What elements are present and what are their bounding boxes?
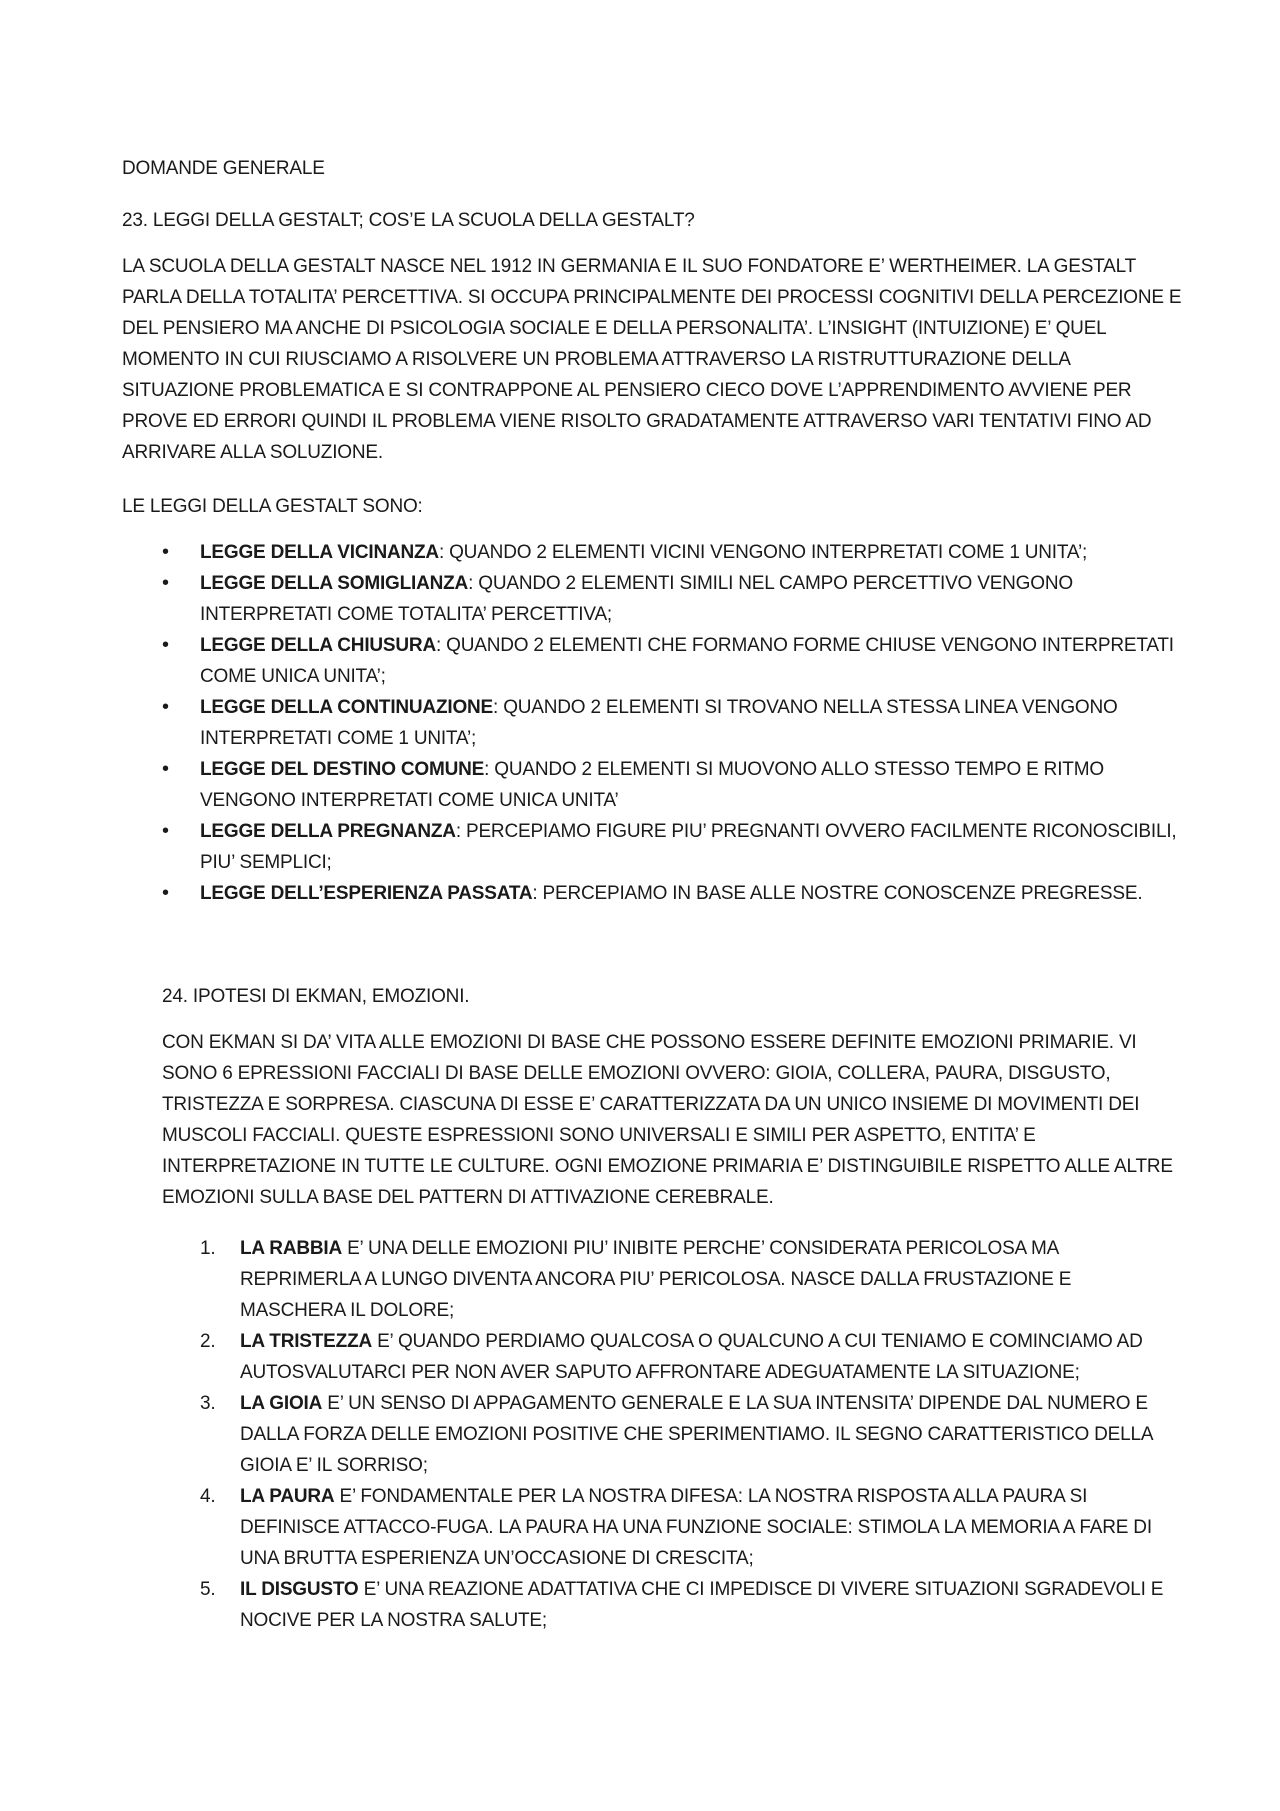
law-text: : PERCEPIAMO FIGURE PIU’ PREGNANTI OVVERO FACILMENTE RICONOSCIBILI, PIU’ SEMPLICI; (200, 821, 1177, 873)
emotion-term: LA PAURA (240, 1486, 335, 1507)
list-item (200, 1388, 1180, 1481)
bullet-icon: • (162, 882, 169, 904)
list-number: 1. (200, 1238, 216, 1259)
list-item (160, 537, 1180, 568)
law-text: : PERCEPIAMO IN BASE ALLE NOSTRE CONOSCENZE PREGRESSE. (532, 883, 1143, 904)
law-term: LEGGE DELLA CHIUSURA (200, 635, 436, 656)
bullet-icon: • (162, 696, 169, 718)
bullet-icon: • (162, 572, 169, 594)
list-item (160, 692, 1180, 754)
gestalt-laws-intro: LE LEGGI DELLA GESTALT SONO: (122, 496, 423, 517)
emotion-term: IL DISGUSTO (240, 1579, 359, 1600)
list-item (160, 568, 1180, 630)
question-23-body: LA SCUOLA DELLA GESTALT NASCE NEL 1912 IN GERMANIA E IL SUO FONDATORE E’ WERTHEIMER. LA GESTALT PARLA DELLA TOTALITA’ PERCETTIVA. SI OCCUPA PRINCIPALMENTE DEI PROCESSI COGNITIVI DELLA PERCEZIONE E DEL PENSIERO MA ANCHE DI PSICOLOGIA SOCIALE E DELLA PERSONALITA’. L’INSIGHT (INTUIZIONE) E’ QUEL MOMENTO IN CUI RIUSCIAMO A RISOLVERE UN PROBLEMA ATTRAVERSO LA RISTRUTTURAZIONE DELLA SITUAZIONE PROBLEMATICA E SI CONTRAPPONE AL PENSIERO CIECO DOVE L’APPRENDIMENTO AVVIENE PER PROVE ED ERRORI QUINDI IL PROBLEMA VIENE RISOLTO GRADATAMENTE ATTRAVERSO VARI TENTATIVI FINO AD ARRIVARE ALLA SOLUZIONE. (122, 256, 1182, 463)
list-item (160, 630, 1180, 692)
law-text: : QUANDO 2 ELEMENTI VICINI VENGONO INTERPRETATI COME 1 UNITA’; (438, 542, 1088, 563)
list-item (200, 1574, 1180, 1636)
list-number: 3. (200, 1393, 216, 1414)
list-number: 5. (200, 1579, 216, 1600)
law-term: LEGGE DELLA CONTINUAZIONE (200, 697, 494, 718)
list-item (200, 1326, 1180, 1388)
bullet-icon: • (162, 758, 169, 780)
emotion-term: LA RABBIA (240, 1238, 342, 1259)
question-24-body: CON EKMAN SI DA’ VITA ALLE EMOZIONI DI BASE CHE POSSONO ESSERE DEFINITE EMOZIONI PRIMARIE. VI SONO 6 EPRESSIONI FACCIALI DI BASE DELLE EMOZIONI OVVERO: GIOIA, COLLERA, PAURA, DISGUSTO, TRISTEZZA E SORPRESA. CIASCUNA DI ESSE E’ CARATTERIZZATA DA UN UNICO INSIEME DI MOVIMENTI DEI MUSCOLI FACCIALI. QUESTE ESPRESSIONI SONO UNIVERSALI E SIMILI PER ASPETTO, ENTITA’ E INTERPRETAZIONE IN TUTTE LE CULTURE. OGNI EMOZIONE PRIMARIA E’ DISTINGUIBILE RISPETTO ALLE ALTRE EMOZIONI SULLA BASE DEL PATTERN DI ATTIVAZIONE CEREBRALE. (162, 1032, 1173, 1208)
emotion-text: E’ QUANDO PERDIAMO QUALCOSA O QUALCUNO A CUI TENIAMO E COMINCIAMO AD AUTOSVALUTARCI PER NON AVER SAPUTO AFFRONTARE ADEGUATAMENTE LA SITUAZIONE; (240, 1331, 1143, 1383)
question-23-title: 23. LEGGI DELLA GESTALT; COS’E LA SCUOLA DELLA GESTALT? (122, 210, 695, 231)
list-number: 4. (200, 1486, 216, 1507)
list-number: 2. (200, 1331, 216, 1352)
emotion-term: LA GIOIA (240, 1393, 323, 1414)
document-heading: DOMANDE GENERALE (122, 158, 325, 179)
list-item (160, 878, 1180, 909)
list-item (200, 1481, 1180, 1574)
law-text: : QUANDO 2 ELEMENTI SIMILI NEL CAMPO PERCETTIVO VENGONO INTERPRETATI COME TOTALITA’ PERCETTIVA; (200, 573, 1073, 625)
emotion-text: E’ UN SENSO DI APPAGAMENTO GENERALE E LA SUA INTENSITA’ DIPENDE DAL NUMERO E DALLA FORZA DELLE EMOZIONI POSITIVE CHE SPERIMENTIAMO. IL SEGNO CARATTERISTICO DELLA GIOIA E’ IL SORRISO; (240, 1393, 1153, 1476)
emotion-term: LA TRISTEZZA (240, 1331, 372, 1352)
emotion-text: E’ FONDAMENTALE PER LA NOSTRA DIFESA: LA NOSTRA RISPOSTA ALLA PAURA SI DEFINISCE ATTACCO-FUGA. LA PAURA HA UNA FUNZIONE SOCIALE: STIMOLA LA MEMORIA A FARE DI UNA BRUTTA ESPERIENZA UN’OCCASIONE DI CRESCITA; (240, 1486, 1152, 1569)
law-term: LEGGE DELLA PREGNANZA (200, 821, 456, 842)
emotion-text: E’ UNA DELLE EMOZIONI PIU’ INIBITE PERCHE’ CONSIDERATA PERICOLOSA MA REPRIMERLA A LUNGO DIVENTA ANCORA PIU’ PERICOLOSA. NASCE DALLA FRUSTAZIONE E MASCHERA IL DOLORE; (240, 1238, 1072, 1321)
gestalt-laws-list (160, 537, 1180, 909)
emotion-text: E’ UNA REAZIONE ADATTATIVA CHE CI IMPEDISCE DI VIVERE SITUAZIONI SGRADEVOLI E NOCIVE PER LA NOSTRA SALUTE; (240, 1579, 1164, 1631)
list-item (200, 1233, 1180, 1326)
law-term: LEGGE DEL DESTINO COMUNE (200, 759, 485, 780)
law-text: : QUANDO 2 ELEMENTI CHE FORMANO FORME CHIUSE VENGONO INTERPRETATI COME UNICA UNITA’; (200, 635, 1174, 687)
list-item (160, 754, 1180, 816)
bullet-icon: • (162, 541, 169, 563)
bullet-icon: • (162, 634, 169, 656)
law-term: LEGGE DELLA VICINANZA (200, 542, 439, 563)
bullet-icon: • (162, 820, 169, 842)
law-text: : QUANDO 2 ELEMENTI SI TROVANO NELLA STESSA LINEA VENGONO INTERPRETATI COME 1 UNITA’; (200, 697, 1118, 749)
emotions-list (200, 1233, 1180, 1636)
law-term: LEGGE DELLA SOMIGLIANZA (200, 573, 469, 594)
question-24-title: 24. IPOTESI DI EKMAN, EMOZIONI. (162, 986, 470, 1007)
law-term: LEGGE DELL’ESPERIENZA PASSATA (200, 883, 533, 904)
law-text: : QUANDO 2 ELEMENTI SI MUOVONO ALLO STESSO TEMPO E RITMO VENGONO INTERPRETATI COME UNICA UNITA’ (200, 759, 1104, 811)
list-item (160, 816, 1180, 878)
